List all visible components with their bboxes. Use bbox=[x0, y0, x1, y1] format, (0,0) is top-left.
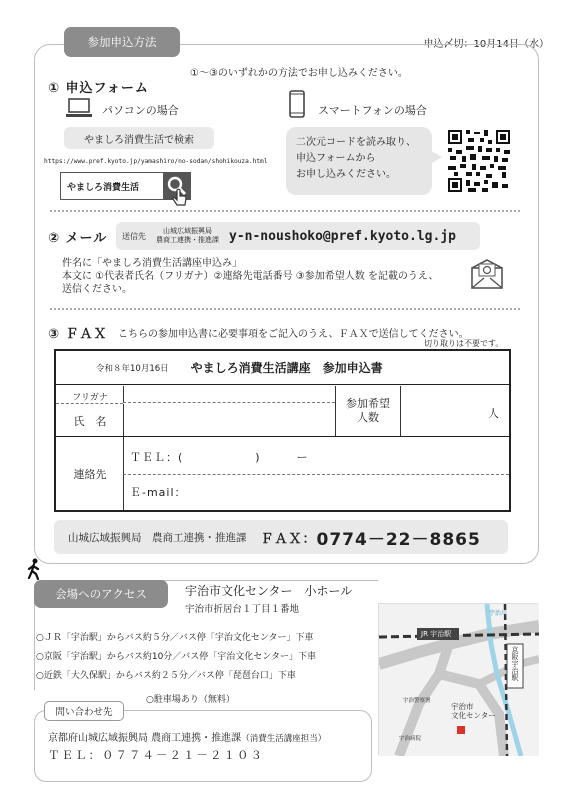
name-label: 氏 名 bbox=[73, 415, 107, 428]
route-jr: ○ＪＲ「宇治駅」からバス約５分／バス停「宇治文化センター」下車 bbox=[36, 633, 314, 643]
participants-line2: 人数 bbox=[357, 411, 379, 424]
contact-tel[interactable]: ＴＥＬ：０７７４－２１－２１０３ bbox=[48, 748, 264, 762]
fax-label: ＦＡＸ： bbox=[260, 531, 317, 547]
map-river: 宇治川 bbox=[489, 610, 508, 617]
pc-label: パソコンの場合 bbox=[102, 104, 179, 117]
qr-line-1: 二次元コードを読み取り、 bbox=[296, 137, 416, 148]
qr-instruction-bubble bbox=[286, 127, 432, 195]
parking-note: ○駐車場あり（無料） bbox=[146, 695, 235, 705]
form-hline-email bbox=[123, 474, 509, 475]
email-envelope-icon bbox=[470, 258, 504, 290]
mail-method-heading: ② メール bbox=[48, 231, 108, 246]
contact-org-line bbox=[48, 729, 326, 744]
name-field[interactable] bbox=[123, 404, 335, 436]
qr-line-3: お申し込みください。 bbox=[296, 169, 396, 180]
qr-line-2: 申込フォームから bbox=[296, 153, 376, 164]
fax-number[interactable]: 0774－22－8865 bbox=[316, 529, 481, 550]
apply-section-tab: 参加申込方法 bbox=[64, 27, 180, 57]
mail-address-badge[interactable] bbox=[116, 222, 480, 250]
form-header bbox=[56, 351, 509, 385]
qr-code-icon[interactable] bbox=[446, 128, 512, 194]
venue-name: 宇治市文化センター 小ホール bbox=[185, 584, 353, 598]
mail-line-3: 送信ください。 bbox=[62, 284, 132, 295]
pointer-hand-icon bbox=[171, 188, 189, 208]
map-venue-line2: 文化センター bbox=[451, 711, 496, 720]
smartphone-icon bbox=[289, 90, 305, 118]
participants-line1: 参加希望 bbox=[346, 397, 390, 410]
tel-field[interactable]: ＴＥＬ：( ) ー bbox=[130, 451, 309, 464]
divider-1 bbox=[50, 210, 520, 212]
access-tab: 会場へのアクセス bbox=[34, 580, 168, 608]
participants-label bbox=[335, 386, 401, 436]
map-police: 宇治警察署 bbox=[403, 698, 431, 704]
mail-address[interactable]: y-n-noushoko@pref.kyoto.lg.jp bbox=[229, 228, 456, 244]
phone-label: スマートフォンの場合 bbox=[318, 104, 427, 117]
mail-to-label: 送信先 bbox=[122, 231, 146, 241]
contact-org-note: （消費生活講座担当） bbox=[241, 734, 327, 744]
search-box[interactable] bbox=[60, 172, 190, 200]
search-hint-text: やましろ消費生活で検索 bbox=[84, 134, 194, 146]
divider-2 bbox=[50, 308, 520, 310]
form-title: やましろ消費生活講座 参加申込書 bbox=[190, 361, 383, 375]
deadline-text: 申込〆切：10月14日（水） bbox=[423, 39, 549, 50]
furigana-field[interactable] bbox=[123, 386, 335, 403]
map-keihan-station: 京阪宇治駅 bbox=[511, 646, 519, 681]
apply-intro: ①～③のいずれかの方法でお申し込みください。 bbox=[190, 68, 408, 79]
form-url[interactable]: https://www.pref.kyoto.jp/yamashiro/no-sodan/shohikouza.html bbox=[44, 158, 268, 165]
map-hospital: 宇治病院 bbox=[399, 736, 422, 742]
contact-label: 連絡先 bbox=[73, 468, 107, 481]
form-date: 令和８年10月16日 bbox=[96, 363, 169, 374]
mail-instructions bbox=[62, 257, 439, 296]
fax-method-heading: ③ ＦＡＸ bbox=[48, 327, 108, 342]
contact-org: 京都府山城広域振興局 農商工連携・推進課 bbox=[48, 733, 242, 744]
search-box-field[interactable] bbox=[60, 172, 164, 200]
access-routes bbox=[36, 629, 316, 686]
furigana-label: フリガナ bbox=[72, 393, 108, 403]
map-venue-label bbox=[451, 702, 496, 720]
fax-org: 山城広域振興局 農商工連携・推進課 bbox=[68, 531, 247, 544]
mail-to-org-line2: 農商工連携・推進課 bbox=[156, 236, 219, 244]
fax-description: こちらの参加申込書に必要事項をご記入のうえ、ＦＡＸで送信してください。 bbox=[118, 329, 469, 340]
mail-to-org bbox=[156, 227, 219, 245]
fax-number-bar bbox=[54, 520, 508, 554]
map-jr-station: JR 宇治駅 bbox=[421, 630, 452, 638]
venue-address: 宇治市折居台１丁目１番地 bbox=[185, 604, 300, 615]
search-box-text: やましろ消費生活 bbox=[67, 182, 140, 193]
mail-to-org-line1: 山城広域振興局 bbox=[163, 227, 212, 235]
map-venue-line1: 宇治市 bbox=[451, 702, 474, 711]
access-map[interactable] bbox=[378, 603, 538, 755]
participants-unit: 人 bbox=[488, 407, 499, 420]
route-keihan: ○京阪「宇治駅」からバス約10分／バス停「宇治文化センター」下車 bbox=[36, 652, 316, 662]
form-hline-furigana bbox=[56, 403, 123, 404]
mail-line-1: 件名に「やましろ消費生活講座申込み」 bbox=[62, 258, 242, 269]
bubble-pointer bbox=[430, 150, 442, 164]
mail-line-2: 本文に ①代表者氏名（フリガナ）②連絡先電話番号 ③参加希望人数 を記載のうえ、 bbox=[62, 271, 439, 282]
contact-tab: 問い合わせ先 bbox=[44, 701, 124, 721]
route-kintetsu: ○近鉄「大久保駅」からバス約２５分／バス停「琵琶台口」下車 bbox=[36, 671, 296, 681]
walking-person-icon bbox=[26, 558, 42, 580]
form-method-heading: ① 申込フォーム bbox=[48, 81, 149, 96]
pc-icon bbox=[66, 97, 92, 119]
fax-note: 切り取りは不要です。 bbox=[424, 339, 504, 348]
search-hint-badge bbox=[64, 127, 214, 149]
email-field[interactable]: Ｅ-mail： bbox=[130, 486, 187, 499]
